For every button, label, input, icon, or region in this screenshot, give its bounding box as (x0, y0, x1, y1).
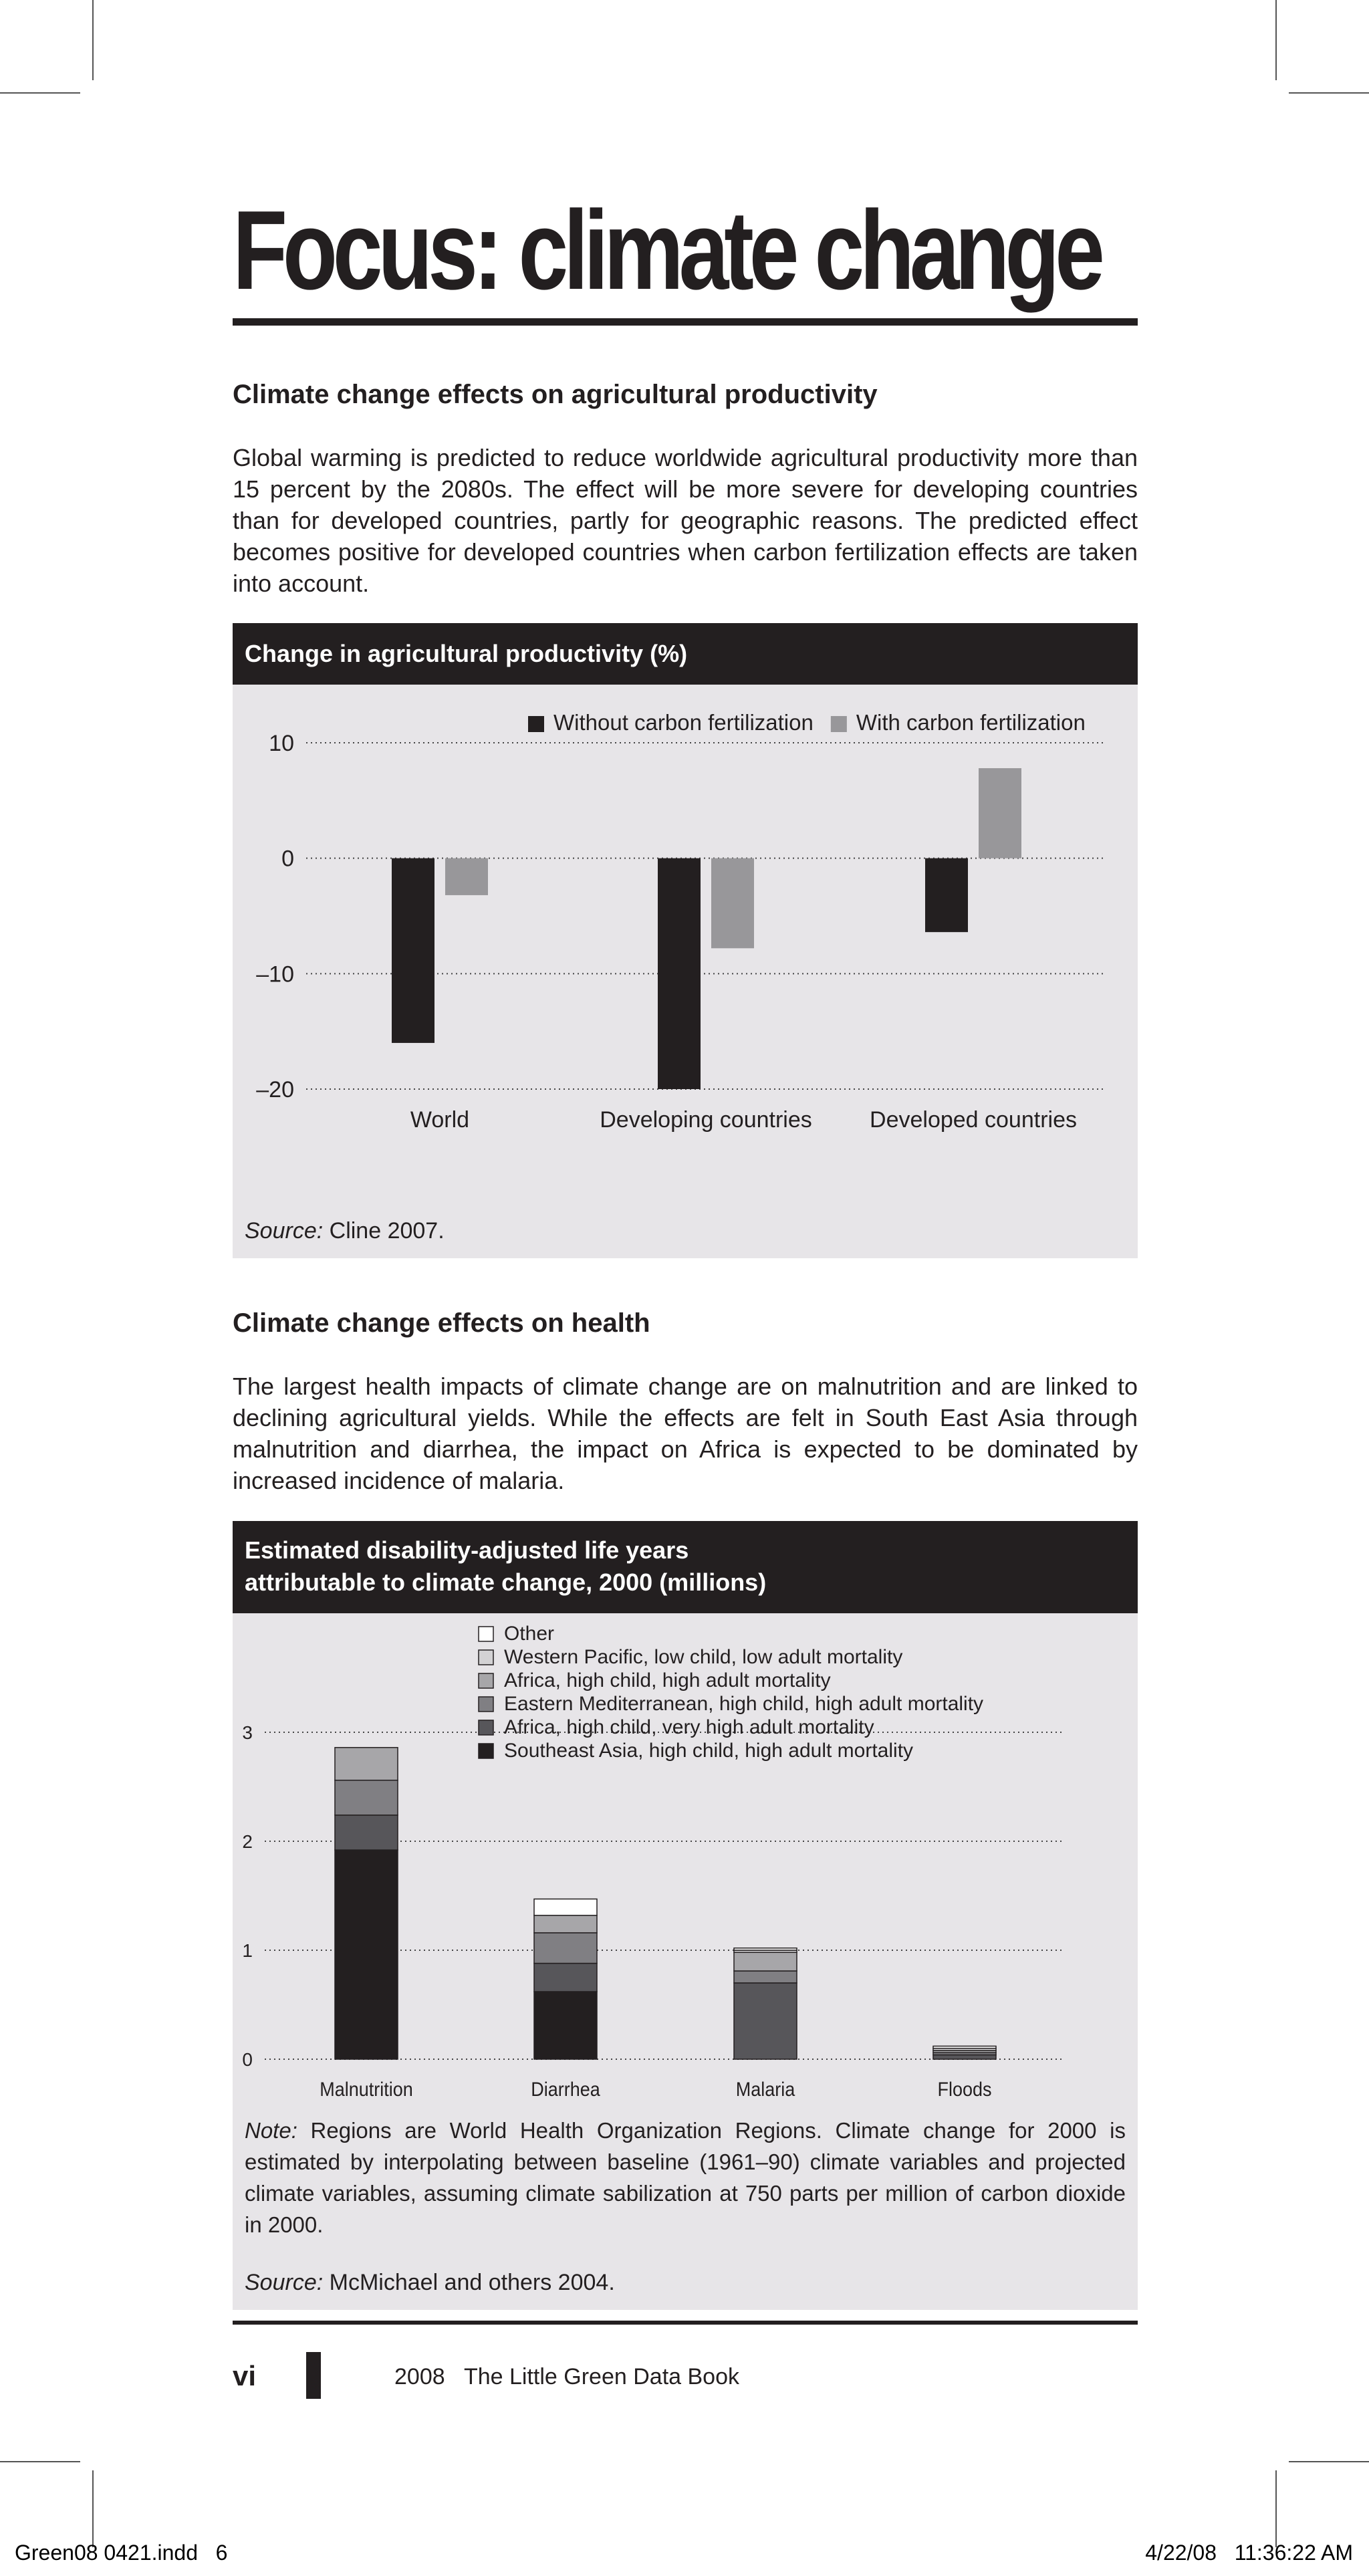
bar-segment (534, 1992, 597, 2059)
bar-segment (534, 1933, 597, 1964)
crop-mark (92, 2470, 94, 2547)
bar (392, 858, 434, 1043)
health-paragraph: The largest health impacts of climate change are on malnutrition and are linked to declining agricultural yields. While the effects are felt in South East Asia through malnutrition and diarrhea, the impact on Africa is expected to be dominated by increased incidence of malaria. (233, 1373, 1138, 1494)
source-text: McMichael and others 2004. (329, 2270, 615, 2295)
bar (979, 768, 1021, 858)
x-tick-label: Diarrhea (531, 2078, 600, 2101)
crop-mark (0, 2461, 80, 2462)
x-tick-label: Developing countries (600, 1107, 812, 1133)
legend-label: With carbon fertilization (856, 710, 1086, 735)
slug-file: Green08 0421.indd 6 (15, 2541, 228, 2565)
y-tick-label: 0 (281, 846, 294, 872)
footer-year: 2008 (394, 2364, 445, 2389)
agriculture-chart (233, 685, 1138, 1193)
legend-label: Without carbon fertilization (553, 710, 814, 735)
legend-swatch (831, 716, 847, 732)
y-tick-label: 10 (269, 731, 294, 756)
agriculture-chart-panel (233, 623, 1138, 1258)
health-chart-title-line-2: attributable to climate change, 2000 (millions) (245, 1568, 767, 1596)
footer-book-title (394, 2364, 739, 2390)
slug-timestamp: 4/22/08 11:36:22 AM (1145, 2541, 1353, 2565)
legend-swatch (528, 716, 544, 732)
crop-mark (92, 0, 94, 80)
bar-segment (534, 1915, 597, 1933)
health-heading: Climate change effects on health (233, 1308, 650, 1338)
bar-segment (734, 1983, 797, 2059)
x-tick-label: World (410, 1107, 470, 1133)
agriculture-chart-source (245, 1218, 445, 1244)
legend-swatch (479, 1744, 493, 1758)
legend-label: Western Pacific, low child, low adult mortality (504, 1646, 903, 1668)
y-tick-label: 3 (242, 1722, 253, 1743)
bar-segment (335, 1815, 398, 1850)
footer-page-number: vi (233, 2360, 257, 2391)
footer-marker (306, 2352, 321, 2399)
legend-swatch (479, 1720, 493, 1735)
source-label: Source: (245, 1218, 324, 1244)
x-tick-label: Developed countries (870, 1107, 1077, 1133)
y-tick-label: 2 (242, 1831, 253, 1852)
source-text: Cline 2007. (329, 1218, 445, 1244)
legend-swatch (479, 1673, 493, 1688)
bar-segment (335, 1780, 398, 1815)
note-text: Regions are World Health Organization Regions. Climate change for 2000 is estimated by interpolating between baseline (1961–90) climate variables and projected climate variables, assuming climate sabilization at 750 parts per million of carbon dioxide in 2000. (245, 2118, 1126, 2237)
health-chart (233, 1613, 1138, 2108)
legend-swatch (479, 1697, 493, 1712)
bar-segment (534, 1899, 597, 1915)
crop-mark (1289, 2461, 1369, 2462)
legend-label: Other (504, 1623, 555, 1645)
health-chart-title-line-1: Estimated disability-adjusted life years (245, 1536, 689, 1564)
y-tick-label: 1 (242, 1940, 253, 1961)
legend-swatch (479, 1627, 493, 1641)
legend-label: Africa, high child, high adult mortality (504, 1669, 831, 1691)
footer-rule (233, 2321, 1138, 2325)
title-rule (233, 318, 1138, 326)
health-chart-panel (233, 1521, 1138, 2310)
health-chart-title (233, 1521, 1138, 1613)
x-tick-label: Malnutrition (320, 2078, 413, 2101)
bar (711, 858, 754, 949)
bar-segment (933, 2046, 996, 2048)
page-title: Focus: climate change (233, 187, 1100, 313)
y-tick-label: –20 (256, 1077, 294, 1102)
note-label: Note: (245, 2118, 297, 2143)
legend-label: Eastern Mediterranean, high child, high adult mortality (504, 1693, 984, 1715)
bar (445, 858, 488, 895)
bar-segment (734, 1952, 797, 1971)
agriculture-chart-title: Change in agricultural productivity (%) (233, 623, 1138, 685)
bar-segment (734, 1948, 797, 1950)
y-tick-label: 0 (242, 2049, 253, 2070)
x-tick-label: Floods (937, 2078, 992, 2101)
legend-label: Africa, high child, very high adult mortality (504, 1716, 874, 1738)
bar-segment (534, 1964, 597, 1992)
bar-segment (734, 1971, 797, 1983)
crop-mark (1289, 92, 1369, 94)
health-chart-note (245, 2115, 1126, 2240)
agriculture-heading: Climate change effects on agricultural productivity (233, 380, 878, 409)
agriculture-paragraph: Global warming is predicted to reduce worldwide agricultural productivity more than 15 percent by the 2080s. The effect will be more severe for developing countries than for developed countries, partly for geographic reasons. The predicted effect becomes positive for developed countries when carbon fertilization effects are taken into account. (233, 444, 1138, 597)
crop-mark (1275, 0, 1277, 80)
bar (925, 858, 968, 933)
x-tick-label: Malaria (735, 2078, 795, 2101)
source-label: Source: (245, 2270, 324, 2295)
bar (658, 858, 701, 1089)
crop-mark (0, 92, 80, 94)
health-chart-source (245, 2270, 615, 2296)
bar-segment (335, 1850, 398, 2059)
legend-swatch (479, 1650, 493, 1665)
footer-title: The Little Green Data Book (463, 2364, 739, 2389)
bar-segment (335, 1748, 398, 1780)
y-tick-label: –10 (256, 961, 294, 987)
bar-segment (933, 2055, 996, 2059)
crop-mark (1275, 2470, 1277, 2547)
legend-label: Southeast Asia, high child, high adult mortality (504, 1740, 914, 1762)
